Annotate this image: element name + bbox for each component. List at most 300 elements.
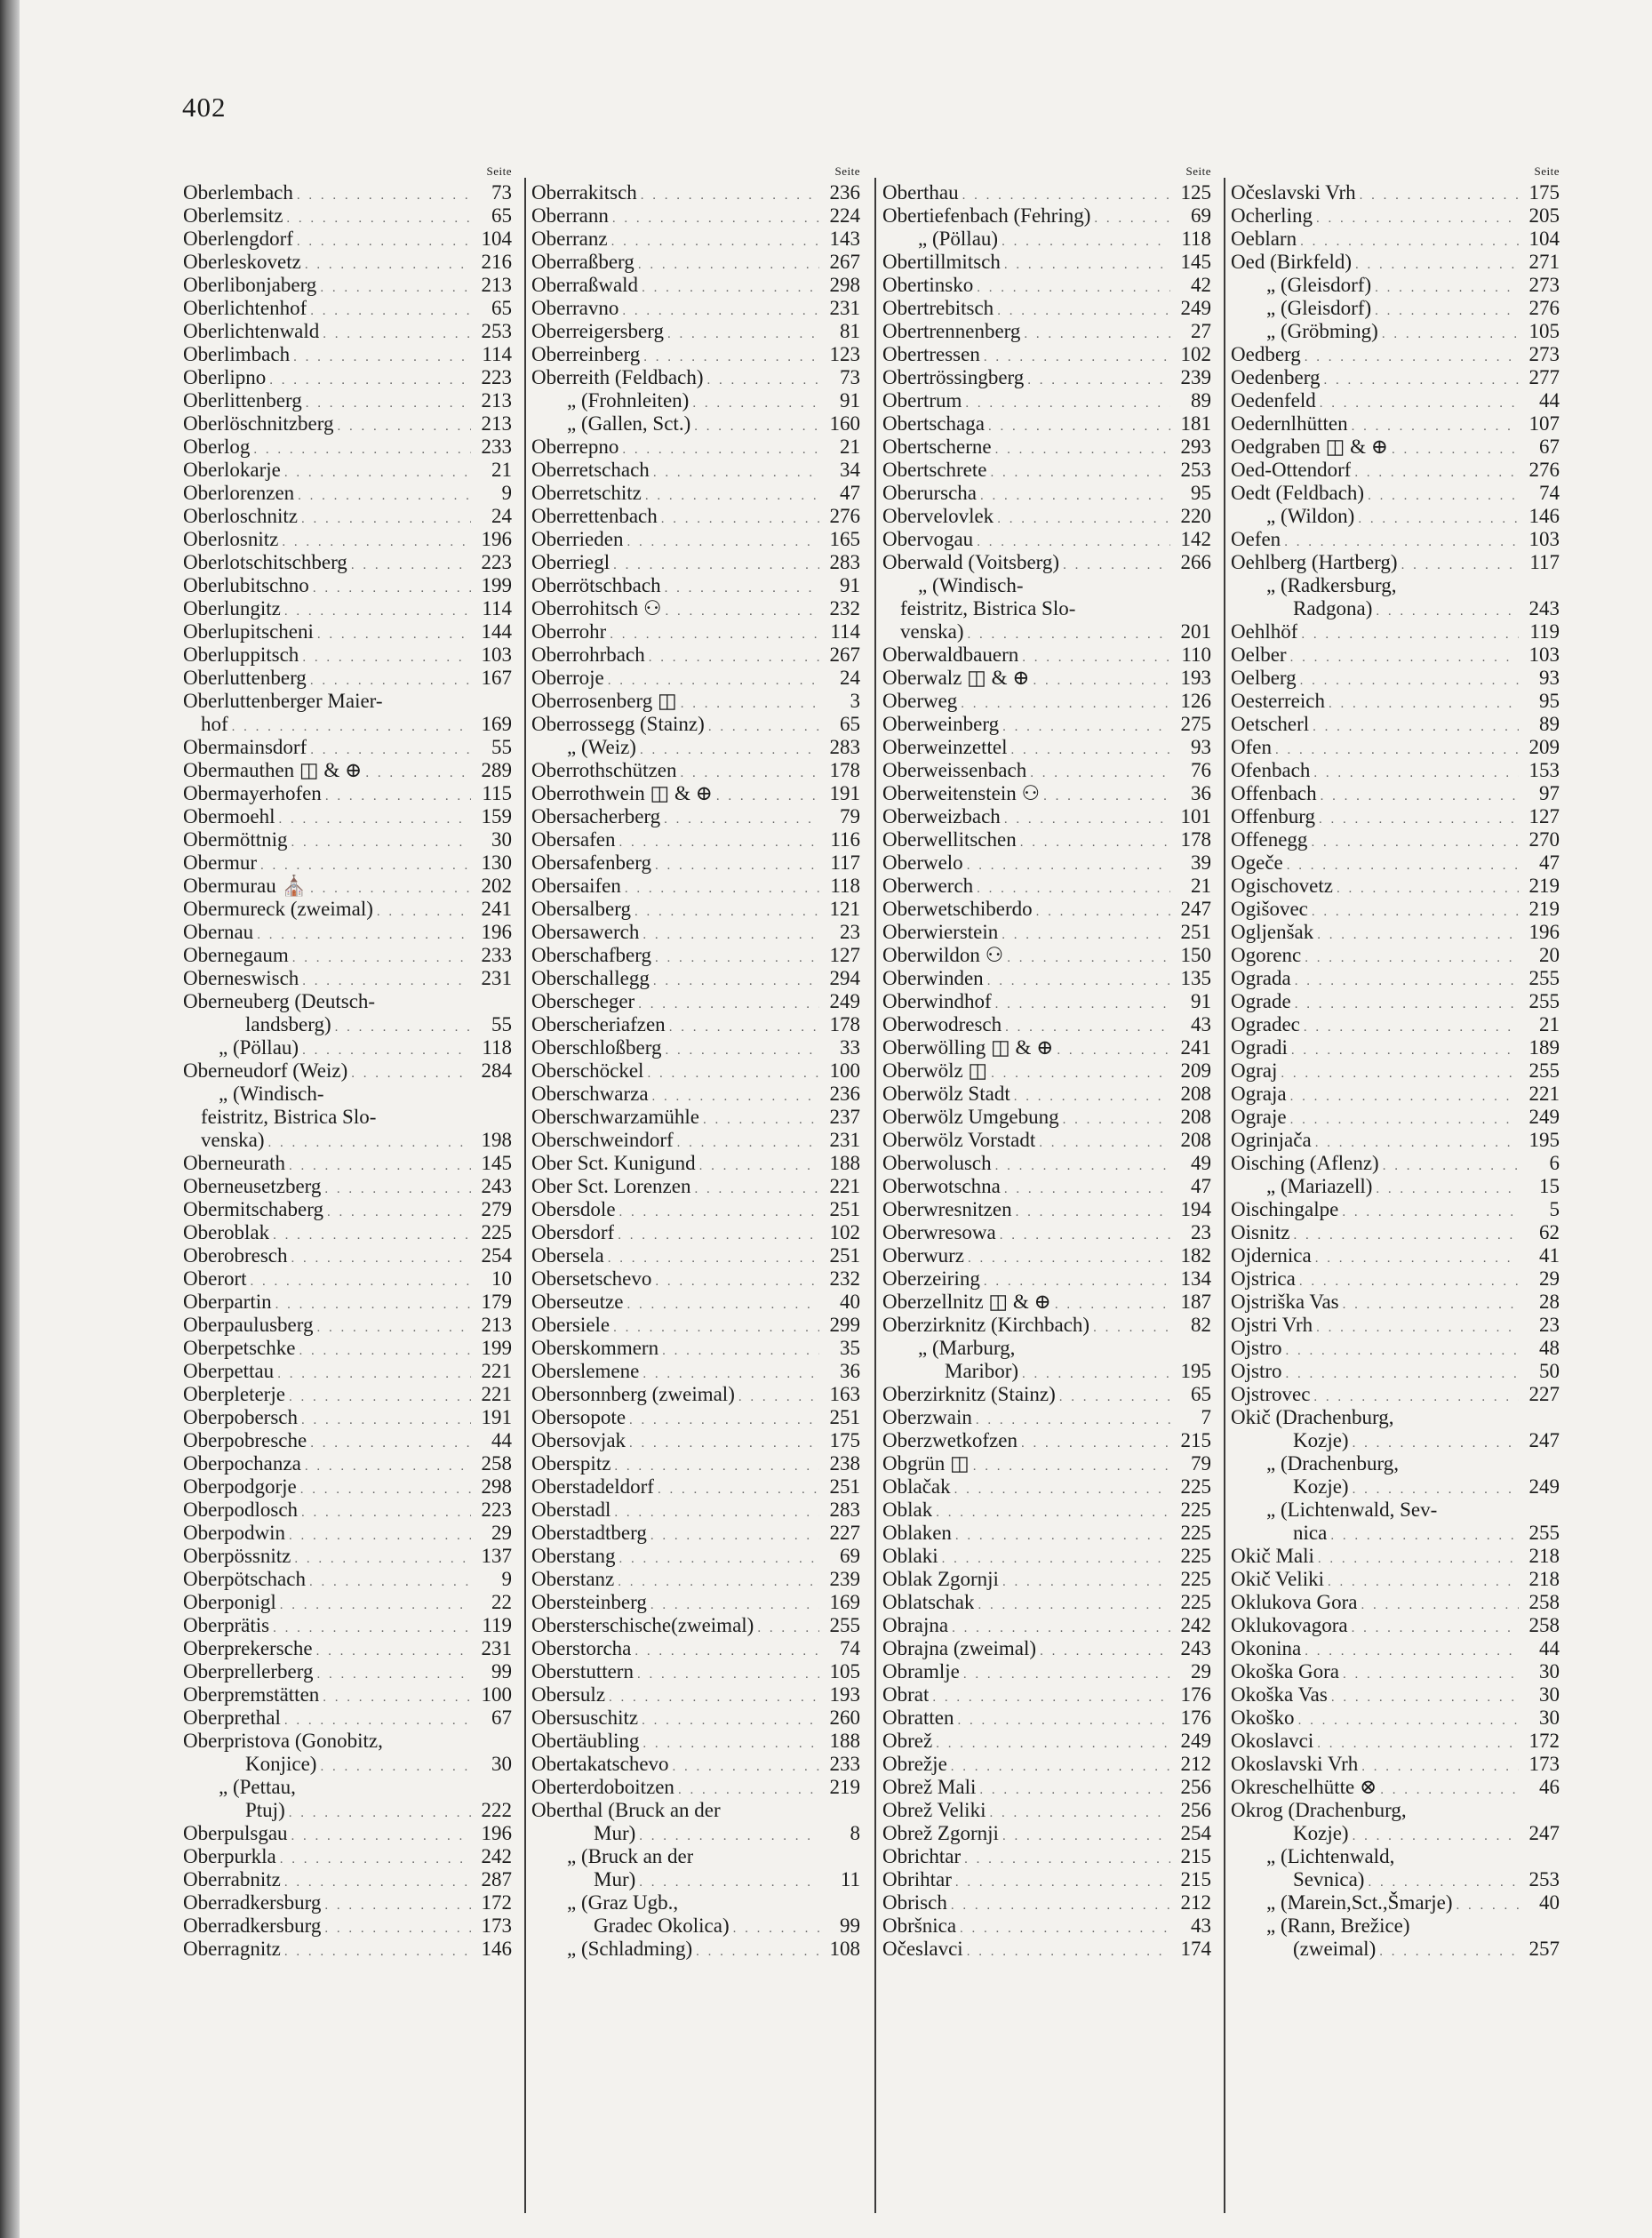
index-entry (183, 1522, 517, 1545)
index-column-2 (531, 162, 866, 1961)
index-entry (183, 251, 517, 274)
index-entry (183, 1845, 517, 1868)
dot-leader (1376, 600, 1519, 620)
entry-place-name: Oberradkersburg (183, 1914, 322, 1937)
entry-place-name: „ (Pöllau) (219, 1036, 299, 1059)
dot-leader (639, 1825, 819, 1845)
entry-place-name: Obertrennenberg (882, 320, 1021, 342)
index-entry (882, 1522, 1217, 1545)
index-entry (882, 1129, 1217, 1152)
index-entry (183, 1545, 517, 1568)
dot-leader (1295, 993, 1519, 1013)
entry-page-number: 293 (1180, 436, 1211, 458)
entry-place-name: Ojdernica (1231, 1244, 1312, 1267)
entry-place-name: Oberroje (531, 667, 604, 689)
index-entry (1231, 1198, 1565, 1221)
dot-leader (327, 1201, 471, 1221)
entry-page-number: 239 (1180, 366, 1211, 388)
index-entry (531, 898, 866, 921)
index-entry (1231, 1591, 1565, 1614)
entry-page-number: 117 (830, 851, 860, 874)
dot-leader (289, 1802, 471, 1822)
entry-page-number: 65 (491, 297, 512, 319)
index-entry (531, 551, 866, 574)
dot-leader (1358, 508, 1519, 528)
index-entry (882, 366, 1217, 389)
index-entry (1231, 690, 1565, 713)
entry-page-number: 79 (1191, 1452, 1211, 1475)
entry-page-number: 176 (1180, 1706, 1211, 1729)
entry-page-number: 119 (482, 1614, 512, 1636)
entry-page-number: 6 (1549, 1152, 1560, 1174)
index-entry (1231, 1614, 1565, 1637)
entry-page-number: 279 (481, 1198, 512, 1220)
entry-page-number: 43 (1191, 1914, 1211, 1937)
index-entry (183, 1291, 517, 1314)
entry-page-number: 137 (481, 1545, 512, 1567)
entry-place-name: Oberschweindorf (531, 1129, 674, 1151)
index-entry (1231, 1845, 1565, 1868)
index-entry (882, 1730, 1217, 1753)
entry-page-number: 215 (1180, 1845, 1211, 1867)
entry-page-number: 196 (481, 921, 512, 943)
entry-page-number: 178 (1180, 828, 1211, 851)
dot-leader (984, 1270, 1170, 1291)
entry-place-name: Oberpobersch (183, 1406, 299, 1428)
index-entry (531, 1013, 866, 1036)
entry-place-name: Obersovjak (531, 1429, 626, 1451)
index-entry (531, 1175, 866, 1198)
index-entry (183, 1660, 517, 1683)
entry-page-number: 40 (1539, 1891, 1560, 1914)
dot-leader (1002, 1571, 1170, 1591)
dot-leader (273, 1224, 471, 1244)
entry-page-number: 175 (1528, 181, 1560, 204)
entry-page-number: 253 (481, 320, 512, 342)
entry-place-name: Oberpulsgau (183, 1822, 288, 1844)
dot-leader (652, 1085, 819, 1106)
entry-page-number: 41 (1539, 1244, 1560, 1267)
entry-page-number: 227 (829, 1522, 860, 1544)
index-entry (531, 1129, 866, 1152)
index-entry (531, 204, 866, 228)
entry-page-number: 107 (1528, 412, 1560, 435)
entry-page-number: 243 (1180, 1637, 1211, 1659)
entry-page-number: 178 (829, 1013, 860, 1035)
index-entry (183, 1175, 517, 1198)
index-entry (882, 320, 1217, 343)
entry-page-number: 232 (829, 1267, 860, 1290)
entry-place-name: Obersafen (531, 828, 616, 851)
dot-leader (1040, 1640, 1170, 1660)
entry-page-number: 241 (1180, 1036, 1211, 1059)
index-entry (183, 1429, 517, 1452)
column-header-seite: Seite (1534, 164, 1560, 178)
dot-leader (1007, 947, 1170, 967)
entry-page-number: 221 (481, 1360, 512, 1382)
entry-page-number: 218 (1528, 1545, 1560, 1567)
dot-leader (284, 1871, 471, 1891)
entry-place-name: Obersdorf (531, 1221, 615, 1243)
entry-page-number: 93 (1539, 667, 1560, 689)
dot-leader (988, 415, 1170, 436)
dot-leader (1315, 1131, 1519, 1152)
entry-place-name: Oberleskovetz (183, 251, 301, 273)
entry-page-number: 114 (482, 343, 512, 365)
index-entry (183, 1337, 517, 1360)
index-entry (531, 1683, 866, 1706)
dot-leader (1043, 785, 1170, 805)
entry-page-number: 99 (840, 1914, 860, 1937)
entry-page-number: 173 (1528, 1753, 1560, 1775)
index-entry (1231, 574, 1565, 597)
dot-leader (694, 1178, 819, 1198)
index-entry (1231, 505, 1565, 528)
index-entry (183, 828, 517, 851)
entry-page-number: 95 (1191, 482, 1211, 504)
dot-leader (1312, 900, 1519, 921)
entry-place-name: Oberravno (531, 297, 619, 319)
entry-place-name: Obersalberg (531, 898, 631, 920)
index-entry (183, 1637, 517, 1660)
dot-leader (1392, 438, 1519, 459)
entry-place-name: Oefen (1231, 528, 1281, 550)
entry-page-number: 225 (1180, 1499, 1211, 1521)
index-entry (1231, 1753, 1565, 1776)
index-entry (183, 482, 517, 505)
entry-page-number: 91 (1191, 990, 1211, 1012)
dot-leader (962, 184, 1170, 204)
index-entry (531, 1360, 866, 1383)
entry-place-name: Mur) (594, 1822, 636, 1844)
index-entry (183, 1059, 517, 1083)
dot-leader (1376, 1178, 1519, 1198)
index-entry (183, 389, 517, 412)
index-entry (531, 1614, 866, 1637)
dot-leader (1353, 1432, 1519, 1452)
entry-place-name: Obrichtar (882, 1845, 962, 1867)
index-entry (531, 1314, 866, 1337)
entry-place-name: Oelber (1231, 643, 1287, 666)
dot-leader (1004, 808, 1170, 828)
entry-page-number: 223 (481, 1499, 512, 1521)
index-entry (183, 875, 517, 898)
entry-place-name: Obertscherne (882, 436, 992, 458)
index-entry (1231, 1152, 1565, 1175)
dot-leader (677, 1131, 819, 1152)
entry-place-name: Oberpaulusberg (183, 1314, 314, 1336)
entry-place-name: Oedenfeld (1231, 389, 1316, 412)
index-entry (183, 1891, 517, 1914)
entry-place-name: „ (Gleisdorf) (1266, 274, 1372, 296)
entry-place-name: Oberrabnitz (183, 1868, 281, 1890)
dot-leader (293, 346, 471, 366)
entry-page-number: 275 (1180, 713, 1211, 735)
dot-leader (1379, 1940, 1519, 1961)
index-entry (882, 690, 1217, 713)
page-number: 402 (182, 92, 227, 123)
entry-page-number: 225 (1180, 1591, 1211, 1613)
dot-leader (977, 877, 1170, 898)
dot-leader (1033, 669, 1170, 690)
entry-place-name: Oedberg (1231, 343, 1301, 365)
index-entry (531, 643, 866, 667)
dot-leader (291, 1825, 471, 1845)
entry-page-number: 254 (481, 1244, 512, 1267)
dot-leader (614, 1501, 819, 1522)
index-entry (183, 1868, 517, 1891)
entry-place-name: „ (Pettau, (219, 1776, 296, 1798)
dot-leader (626, 531, 819, 551)
index-entry (1231, 228, 1565, 251)
entry-page-number: 29 (1539, 1267, 1560, 1290)
dot-leader (1021, 1432, 1170, 1452)
index-entry (183, 921, 517, 944)
dot-leader (365, 762, 471, 782)
entry-place-name: Oesterreich (1231, 690, 1325, 712)
index-entry (531, 1475, 866, 1499)
entry-place-name: Oberstuttern (531, 1660, 634, 1682)
dot-leader (309, 1571, 471, 1591)
entry-page-number: 249 (1180, 297, 1211, 319)
dot-leader (1093, 1316, 1170, 1337)
index-entry (183, 713, 517, 736)
entry-page-number: 73 (491, 181, 512, 204)
entry-page-number: 196 (1528, 921, 1560, 943)
entry-page-number: 225 (1180, 1522, 1211, 1544)
entry-place-name: „ (Drachenburg, (1266, 1452, 1400, 1475)
entry-place-name: Oetscherl (1231, 713, 1310, 735)
entry-place-name: Oberraßberg (531, 251, 634, 273)
index-entry (1231, 343, 1565, 366)
index-entry (882, 736, 1217, 759)
entry-page-number: 47 (1539, 851, 1560, 874)
entry-page-number: 50 (1539, 1360, 1560, 1382)
index-entry (1231, 828, 1565, 851)
dot-leader (320, 276, 471, 297)
entry-page-number: 247 (1528, 1429, 1560, 1451)
entry-page-number: 188 (829, 1152, 860, 1174)
entry-place-name: Oberzwain (882, 1406, 972, 1428)
index-entry (882, 1753, 1217, 1776)
index-entry (1231, 1799, 1565, 1822)
entry-place-name: Obertrössingberg (882, 366, 1025, 388)
index-entry (183, 1406, 517, 1429)
entry-place-name: Oberpobresche (183, 1429, 307, 1451)
dot-leader (951, 1755, 1170, 1776)
dot-leader (257, 923, 471, 944)
dot-leader (280, 1848, 471, 1868)
dot-leader (1330, 1524, 1519, 1545)
dot-leader (963, 1663, 1170, 1683)
index-entry (531, 574, 866, 597)
index-entry (1231, 459, 1565, 482)
entry-page-number: 150 (1180, 944, 1211, 966)
entry-place-name: Okoslavci (1231, 1730, 1314, 1752)
entry-place-name: Oberwalz ◫ & ⊕ (882, 667, 1030, 689)
dot-leader (661, 508, 819, 528)
entry-place-name: Obrež Mali (882, 1776, 977, 1798)
dot-leader (301, 1409, 471, 1429)
dot-leader (1022, 1363, 1170, 1383)
dot-leader (1328, 1571, 1519, 1591)
dot-leader (292, 947, 471, 967)
dot-leader (301, 508, 471, 528)
entry-place-name: Oberwaldbauern (882, 643, 1019, 666)
entry-page-number: 271 (1528, 251, 1560, 273)
dot-leader (613, 554, 819, 574)
entry-page-number: 30 (1539, 1660, 1560, 1682)
entry-page-number: 65 (491, 204, 512, 227)
dot-leader (614, 1455, 819, 1475)
entry-page-number: 143 (829, 228, 860, 250)
entry-place-name: Oberreinberg (531, 343, 641, 365)
index-entry (183, 597, 517, 620)
index-entry (882, 1406, 1217, 1429)
entry-page-number: 103 (1528, 528, 1560, 550)
dot-leader (1361, 1594, 1519, 1614)
entry-page-number: 236 (829, 1083, 860, 1105)
entry-place-name: Oberwellitschen (882, 828, 1017, 851)
entry-page-number: 89 (1191, 389, 1211, 412)
index-entry (1231, 1267, 1565, 1291)
index-entry (1231, 1106, 1565, 1129)
entry-place-name: Obertrebitsch (882, 297, 994, 319)
dot-leader (337, 415, 471, 436)
dot-leader (323, 1686, 471, 1706)
entry-page-number: 55 (491, 736, 512, 758)
entry-place-name: Oberneusetzberg (183, 1175, 322, 1197)
index-entry (531, 297, 866, 320)
entry-page-number: 22 (491, 1591, 512, 1613)
dot-leader (995, 438, 1170, 459)
index-entry (531, 482, 866, 505)
index-entry (882, 412, 1217, 436)
entry-page-number: 249 (1528, 1106, 1560, 1128)
entry-page-number: 251 (829, 1198, 860, 1220)
dot-leader (1352, 1617, 1519, 1637)
entry-place-name: Gradec Okolica) (594, 1914, 730, 1937)
entry-place-name: Oblaken (882, 1522, 952, 1544)
dot-leader (634, 900, 819, 921)
entry-page-number: 283 (829, 1499, 860, 1521)
entry-place-name: Obersuschitz (531, 1706, 639, 1729)
entry-page-number: 276 (1528, 459, 1560, 481)
entry-place-name: Obersulz (531, 1683, 606, 1706)
entry-page-number: 118 (1181, 228, 1211, 250)
dot-leader (622, 300, 819, 320)
index-entry (531, 505, 866, 528)
entry-page-number: 104 (481, 228, 512, 250)
entry-page-number: 36 (1191, 782, 1211, 804)
dot-leader (1290, 646, 1519, 667)
index-entry (882, 620, 1217, 643)
dot-leader (275, 1293, 471, 1314)
index-entry (183, 1314, 517, 1337)
dot-leader (273, 1617, 471, 1637)
index-entry (183, 320, 517, 343)
index-entry (1231, 967, 1565, 990)
index-entry (882, 875, 1217, 898)
entry-page-number: 220 (1180, 505, 1211, 527)
index-entry (882, 1706, 1217, 1730)
entry-place-name: Obersela (531, 1244, 604, 1267)
index-entry (1231, 1013, 1565, 1036)
entry-place-name: nica (1293, 1522, 1328, 1544)
dot-leader (665, 600, 819, 620)
entry-place-name: Oberwetschiberdo (882, 898, 1033, 920)
index-entry (183, 574, 517, 597)
entry-place-name: Okoško (1231, 1706, 1295, 1729)
dot-leader (960, 1917, 1170, 1938)
index-entry (183, 736, 517, 759)
index-entry (531, 389, 866, 412)
dot-leader (1036, 900, 1170, 921)
index-entry (183, 297, 517, 320)
entry-page-number: 258 (481, 1452, 512, 1475)
entry-page-number: 289 (481, 759, 512, 781)
entry-page-number: 65 (1191, 1383, 1211, 1405)
index-entry (1231, 274, 1565, 297)
index-entry (183, 1221, 517, 1244)
index-entry (882, 1614, 1217, 1637)
entry-page-number: 23 (1191, 1221, 1211, 1243)
dot-leader (987, 970, 1170, 990)
entry-page-number: 165 (829, 528, 860, 550)
dot-leader (639, 1871, 819, 1891)
entry-page-number: 251 (1180, 921, 1211, 943)
entry-page-number: 145 (1180, 251, 1211, 273)
entry-place-name: „ (Gröbming) (1266, 320, 1378, 342)
dot-leader (1304, 1016, 1519, 1036)
entry-page-number: 97 (1539, 782, 1560, 804)
entry-page-number: 21 (1191, 875, 1211, 897)
entry-place-name: Ober Sct. Lorenzen (531, 1175, 691, 1197)
index-entry (531, 828, 866, 851)
index-entry (1231, 1938, 1565, 1961)
index-entry (183, 1475, 517, 1499)
entry-page-number: 69 (840, 1545, 860, 1567)
index-entry (183, 228, 517, 251)
dot-leader (612, 207, 819, 228)
dot-leader (1002, 923, 1170, 944)
entry-page-number: 102 (1180, 343, 1211, 365)
entry-page-number: 74 (840, 1637, 860, 1659)
column-header-seite: Seite (1185, 164, 1211, 178)
index-entry (531, 274, 866, 297)
index-entry (882, 1660, 1217, 1683)
entry-page-number: 47 (840, 482, 860, 504)
entry-page-number: 225 (1180, 1568, 1211, 1590)
index-entry (882, 713, 1217, 736)
dot-leader (1020, 831, 1170, 851)
index-entry (183, 412, 517, 436)
dot-leader (665, 577, 819, 597)
index-entry (1231, 713, 1565, 736)
entry-page-number: 118 (482, 1036, 512, 1059)
entry-page-number: 215 (1180, 1429, 1211, 1451)
dot-leader (655, 854, 819, 875)
dot-leader (625, 877, 819, 898)
index-entry (183, 204, 517, 228)
dot-leader (317, 623, 471, 643)
entry-page-number: 251 (829, 1406, 860, 1428)
entry-page-number: 100 (481, 1683, 512, 1706)
dot-leader (611, 230, 819, 251)
dot-leader (619, 831, 819, 851)
index-entry (183, 643, 517, 667)
entry-page-number: 29 (1191, 1660, 1211, 1682)
